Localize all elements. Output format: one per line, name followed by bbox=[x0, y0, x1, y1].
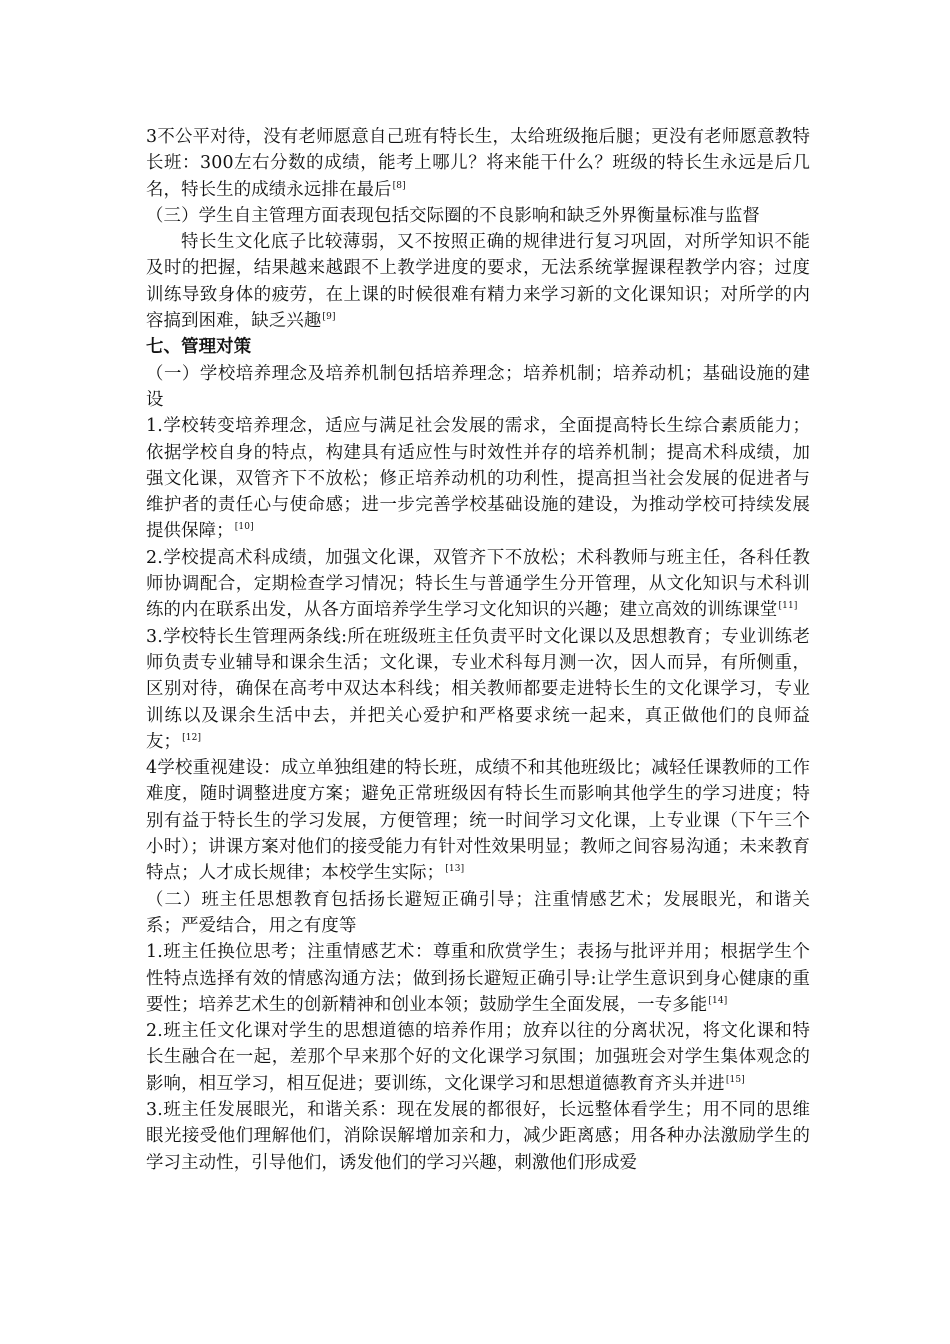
document-body bbox=[146, 124, 810, 1176]
paragraph-item-3-head-teacher: 3.班主任发展眼光，和谐关系：现在发展的都很好，长远整体看学生；用不同的思维眼光接受他们理解他们，消除误解增加亲和力，减少距离感；用各种办法激励学生的学习主动性，引导他们，诱发他们的学习兴趣，刺激他们形成爱 bbox=[146, 1099, 810, 1173]
citation-ref: [9] bbox=[322, 312, 336, 323]
citation-ref: [14] bbox=[708, 995, 728, 1006]
subheading-school-training-philosophy: （一）学校培养理念及培养机制包括培养理念；培养机制；培养动机；基础设施的建设 bbox=[146, 363, 810, 410]
paragraph-item-1-head-teacher: 1.班主任换位思考；注重情感艺术：尊重和欣赏学生；表扬与批评并用；根据学生个性特点选择有效的情感沟通方法；做到扬长避短正确引导:让学生意识到身心健康的重要性；培养艺术生的创新精神和创业本领；鼓励学生全面发展，一专多能[14] bbox=[146, 942, 810, 1015]
paragraph-item-1-school-philosophy: 1.学校转变培养理念，适应与满足社会发展的需求，全面提高特长生综合素质能力；依据学校自身的特点，构建具有适应性与时效性并存的培养机制；提高术科成绩，加强文化课，双管齐下不放松；修正培养动机的功利性，提高担当社会发展的促进者与维护者的责任心与使命感；进一步完善学校基础设施的建设，为推动学校可持续发展提供保障；[10] bbox=[146, 416, 810, 542]
subheading-student-self-management: （三）学生自主管理方面表现包括交际圈的不良影响和缺乏外界衡量标准与监督 bbox=[146, 205, 760, 226]
citation-ref: [10] bbox=[234, 522, 254, 533]
paragraph-unfair-treatment: 3不公平对待，没有老师愿意自己班有特长生，太给班级拖后腿；更没有老师愿意教特长班：300左右分数的成绩，能考上哪儿？将来能干什么？班级的特长生永远是后几名，特长生的成绩永远排在最后[8] bbox=[146, 127, 810, 200]
paragraph-item-3-two-lines: 3.学校特长生管理两条线:所在班级班主任负责平时文化课以及思想教育；专业训练老师负责专业辅导和课余生活；文化课，专业术科每月测一次，因人而异，有所侧重，区别对待，确保在高考中双达本科线；相关教师都要走进特长生的文化课学习，专业训练以及课余生活中去，并把关心爱护和严格要求统一起来，真正做他们的良师益友；[12] bbox=[146, 626, 810, 752]
section-heading-management-strategies: 七、管理对策 bbox=[146, 337, 252, 358]
paragraph-weak-foundation: 特长生文化底子比较薄弱，又不按照正确的规律进行复习巩固，对所学知识不能及时的把握，结果越来越跟不上教学进度的要求，无法系统掌握课程教学内容；过度训练导致身体的疲劳，在上课的时候很难有精力来学习新的文化课知识；对所学的内容搞到困难，缺乏兴趣[9] bbox=[146, 232, 810, 332]
citation-ref: [11] bbox=[778, 601, 798, 612]
paragraph-item-2-school-grades: 2.学校提高术科成绩，加强文化课，双管齐下不放松；术科教师与班主任，各科任教师协调配合，定期检查学习情况；特长生与普通学生分开管理，从文化知识与术科训练的内在联系出发，从各方面培养学生学习文化知识的兴趣；建立高效的训练课堂[11] bbox=[146, 547, 810, 621]
citation-ref: [15] bbox=[725, 1074, 745, 1085]
paragraph-item-2-head-teacher: 2.班主任文化课对学生的思想道德的培养作用；放弃以往的分离状况，将文化课和特长生融合在一起，差那个早来那个好的文化课学习氛围；加强班会对学生集体观念的影响，相互学习，相互促进；要训练，文化课学习和思想道德教育齐头并进[15] bbox=[146, 1021, 810, 1094]
paragraph-item-4-school-construction: 4学校重视建设：成立单独组建的特长班，成绩不和其他班级比；减轻任课教师的工作难度，随时调整进度方案；避免正常班级因有特长生而影响其他学生的学习进度；特别有益于特长生的学习发展，方便管理；统一时间学习文化课，上专业课（下午三个小时）；讲课方案对他们的接受能力有针对性效果明显；教师之间容易沟通；未来教育特点；人才成长规律；本校学生实际；[13] bbox=[146, 758, 810, 884]
subheading-head-teacher-education: （二）班主任思想教育包括扬长避短正确引导；注重情感艺术；发展眼光，和谐关系；严爱结合，用之有度等 bbox=[146, 889, 810, 936]
citation-ref: [13] bbox=[445, 864, 465, 875]
citation-ref: [8] bbox=[392, 180, 406, 191]
citation-ref: [12] bbox=[182, 732, 202, 743]
